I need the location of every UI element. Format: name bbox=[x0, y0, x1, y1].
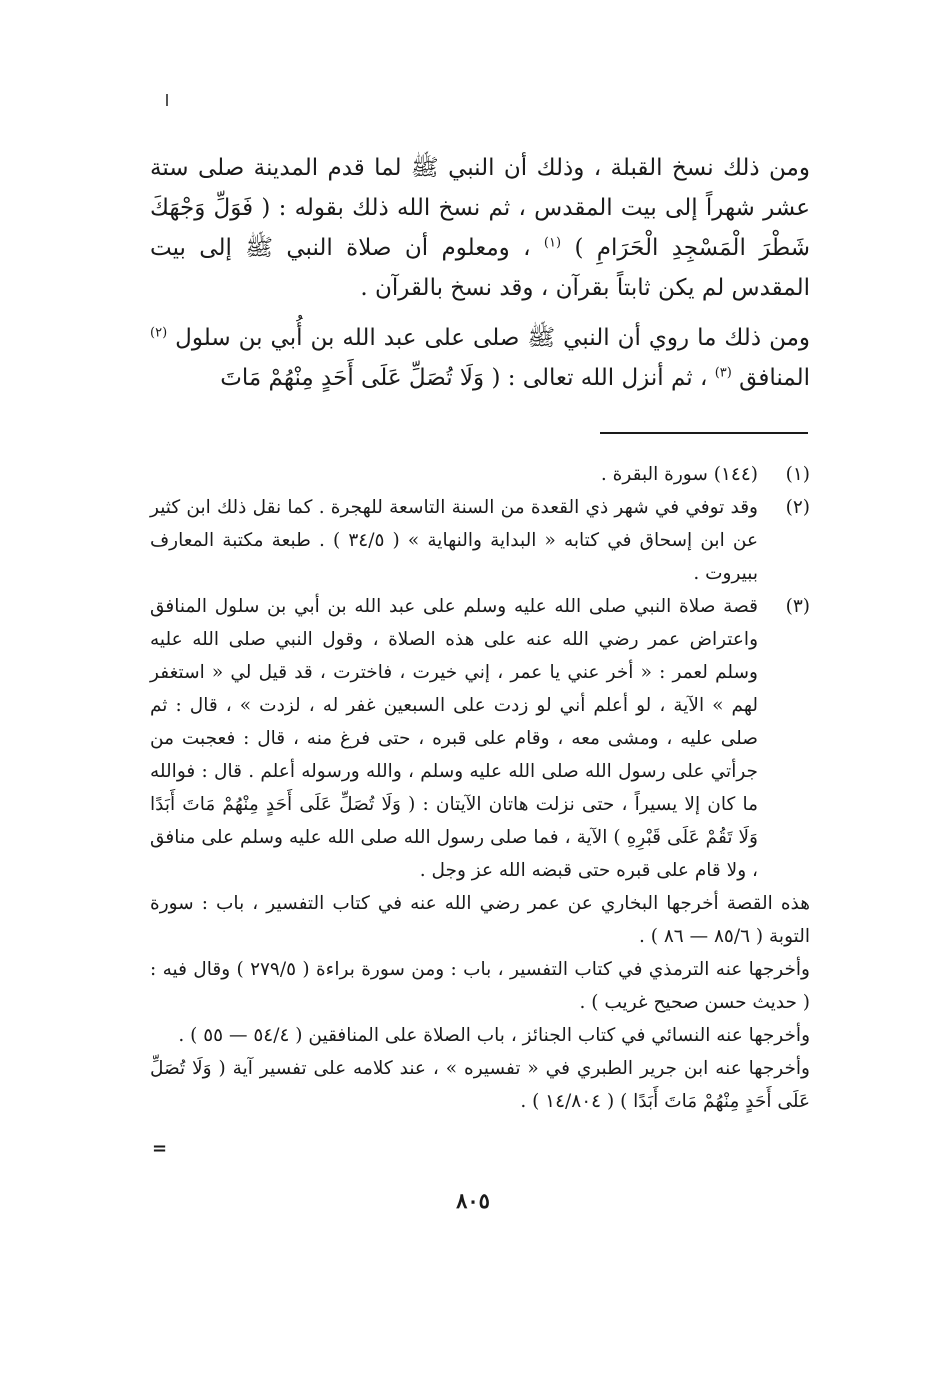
paragraph-qibla bbox=[150, 148, 810, 308]
paragraph-text: ومن ذلك نسخ القبلة ، وذلك أن النبي ﷺ لما قدم المدينة صلى ستة عشر شهراً إلى بيت المقدس ، ثم نسخ الله ذلك بقوله : ( فَوَلِّ وَجْهَكَ شَطْرَ الْمَسْجِدِ الْحَرَامِ ) bbox=[150, 155, 811, 261]
footnote-line-nasai: وأخرجها عنه النسائي في كتاب الجنائز ، باب الصلاة على المنافقين ( ٥٤/٤ — ٥٥ ) . bbox=[178, 1025, 810, 1046]
footnote-line-tirmidhi: وأخرجها عنه الترمذي في كتاب التفسير ، باب : ومن سورة براءة ( ٢٧٩/٥ ) وقال فيه : ( حديث حسن صحيح غريب ) . bbox=[150, 959, 810, 1013]
paragraph-text: ومن ذلك ما روي أن النبي ﷺ صلى على عبد الله بن أُبي بن سلول bbox=[175, 325, 810, 351]
footnote-separator bbox=[600, 432, 808, 434]
margin-tick bbox=[166, 94, 168, 106]
continuation-mark: = bbox=[152, 1138, 168, 1159]
footnote-continuation bbox=[150, 887, 810, 1118]
footnote-ref-2: (٢) bbox=[150, 325, 168, 341]
footnotes bbox=[150, 458, 810, 1118]
main-text bbox=[150, 148, 810, 408]
paragraph-text: ، ومعلوم أن صلاة النبي ﷺ إلى بيت المقدس لم يكن ثابتاً بقرآن ، وقد نسخ بالقرآن . bbox=[150, 235, 810, 301]
paragraph-text: المنافق bbox=[739, 365, 810, 391]
footnote-text: وقد توفي في شهر ذي القعدة من السنة التاسعة للهجرة . كما نقل ذلك ابن كثير عن ابن إسحاق في كتابه « البداية والنهاية » ( ٣٤/٥ ) . طبعة مكتبة المعارف ببيروت . bbox=[150, 497, 758, 584]
footnote-2 bbox=[150, 491, 810, 590]
footnote-text: (١٤٤) سورة البقرة . bbox=[600, 464, 758, 485]
footnote-ref-3: (٣) bbox=[714, 365, 732, 381]
footnote-ref-1: (١) bbox=[543, 235, 562, 251]
footnote-text: قصة صلاة النبي صلى الله عليه وسلم على عبد الله بن أبي بن سلول المنافق واعتراض عمر رضي الله عنه على هذه الصلاة ، وقول النبي صلى الله عليه وسلم لعمر : « أخر عني يا عمر ، إني خيرت ، فاخترت ، قد قيل لي « استغفر لهم » الآية ، لو أعلم أني لو زدت على السبعين غفر له ، لزدت » ، قال : ثم صلى عليه ، ومشى معه ، وقام على قبره ، حتى فرغ منه ، قال : فعجبت من جرأتي على رسول الله صلى الله عليه وسلم ، والله ورسوله أعلم . قال : فوالله ما كان إلا يسيراً ، حتى نزلت هاتان الآيتان : ( وَلَا تُصَلِّ عَلَى أَحَدٍ مِنْهُمْ مَاتَ أَبَدًا وَلَا تَقُمْ عَلَى قَبْرِهِ ) الآية ، فما صلى رسول الله صلى الله عليه وسلم على منافق ، ولا قام على قبره حتى قبضه الله عز وجل . bbox=[150, 596, 758, 881]
paragraph-munafiq bbox=[150, 318, 810, 398]
footnote-number: (٢) bbox=[785, 497, 810, 518]
footnote-number: (٣) bbox=[785, 596, 810, 617]
footnote-number: (١) bbox=[785, 464, 810, 485]
paragraph-text: ، ثم أنزل الله تعالى : ( وَلَا تُصَلِّ عَلَى أَحَدٍ مِنْهُمْ مَاتَ bbox=[220, 365, 708, 391]
page-number: ٨٠٥ bbox=[456, 1188, 490, 1213]
footnote-line-tabari: وأخرجها عنه ابن جرير الطبري في « تفسيره » ، عند كلامه على تفسير آية ( وَلَا تُصَلِّ عَلَى أَحَدٍ مِنْهُمْ مَاتَ أَبَدًا ) ( ١٤/٨٠٤ ) . bbox=[150, 1058, 810, 1112]
footnote-3 bbox=[150, 590, 810, 887]
footnote-1 bbox=[150, 458, 810, 491]
footnote-line-bukhari: هذه القصة أخرجها البخاري عن عمر رضي الله عنه في كتاب التفسير ، باب : سورة التوبة ( ٨٥/٦ — ٨٦ ) . bbox=[150, 893, 810, 947]
